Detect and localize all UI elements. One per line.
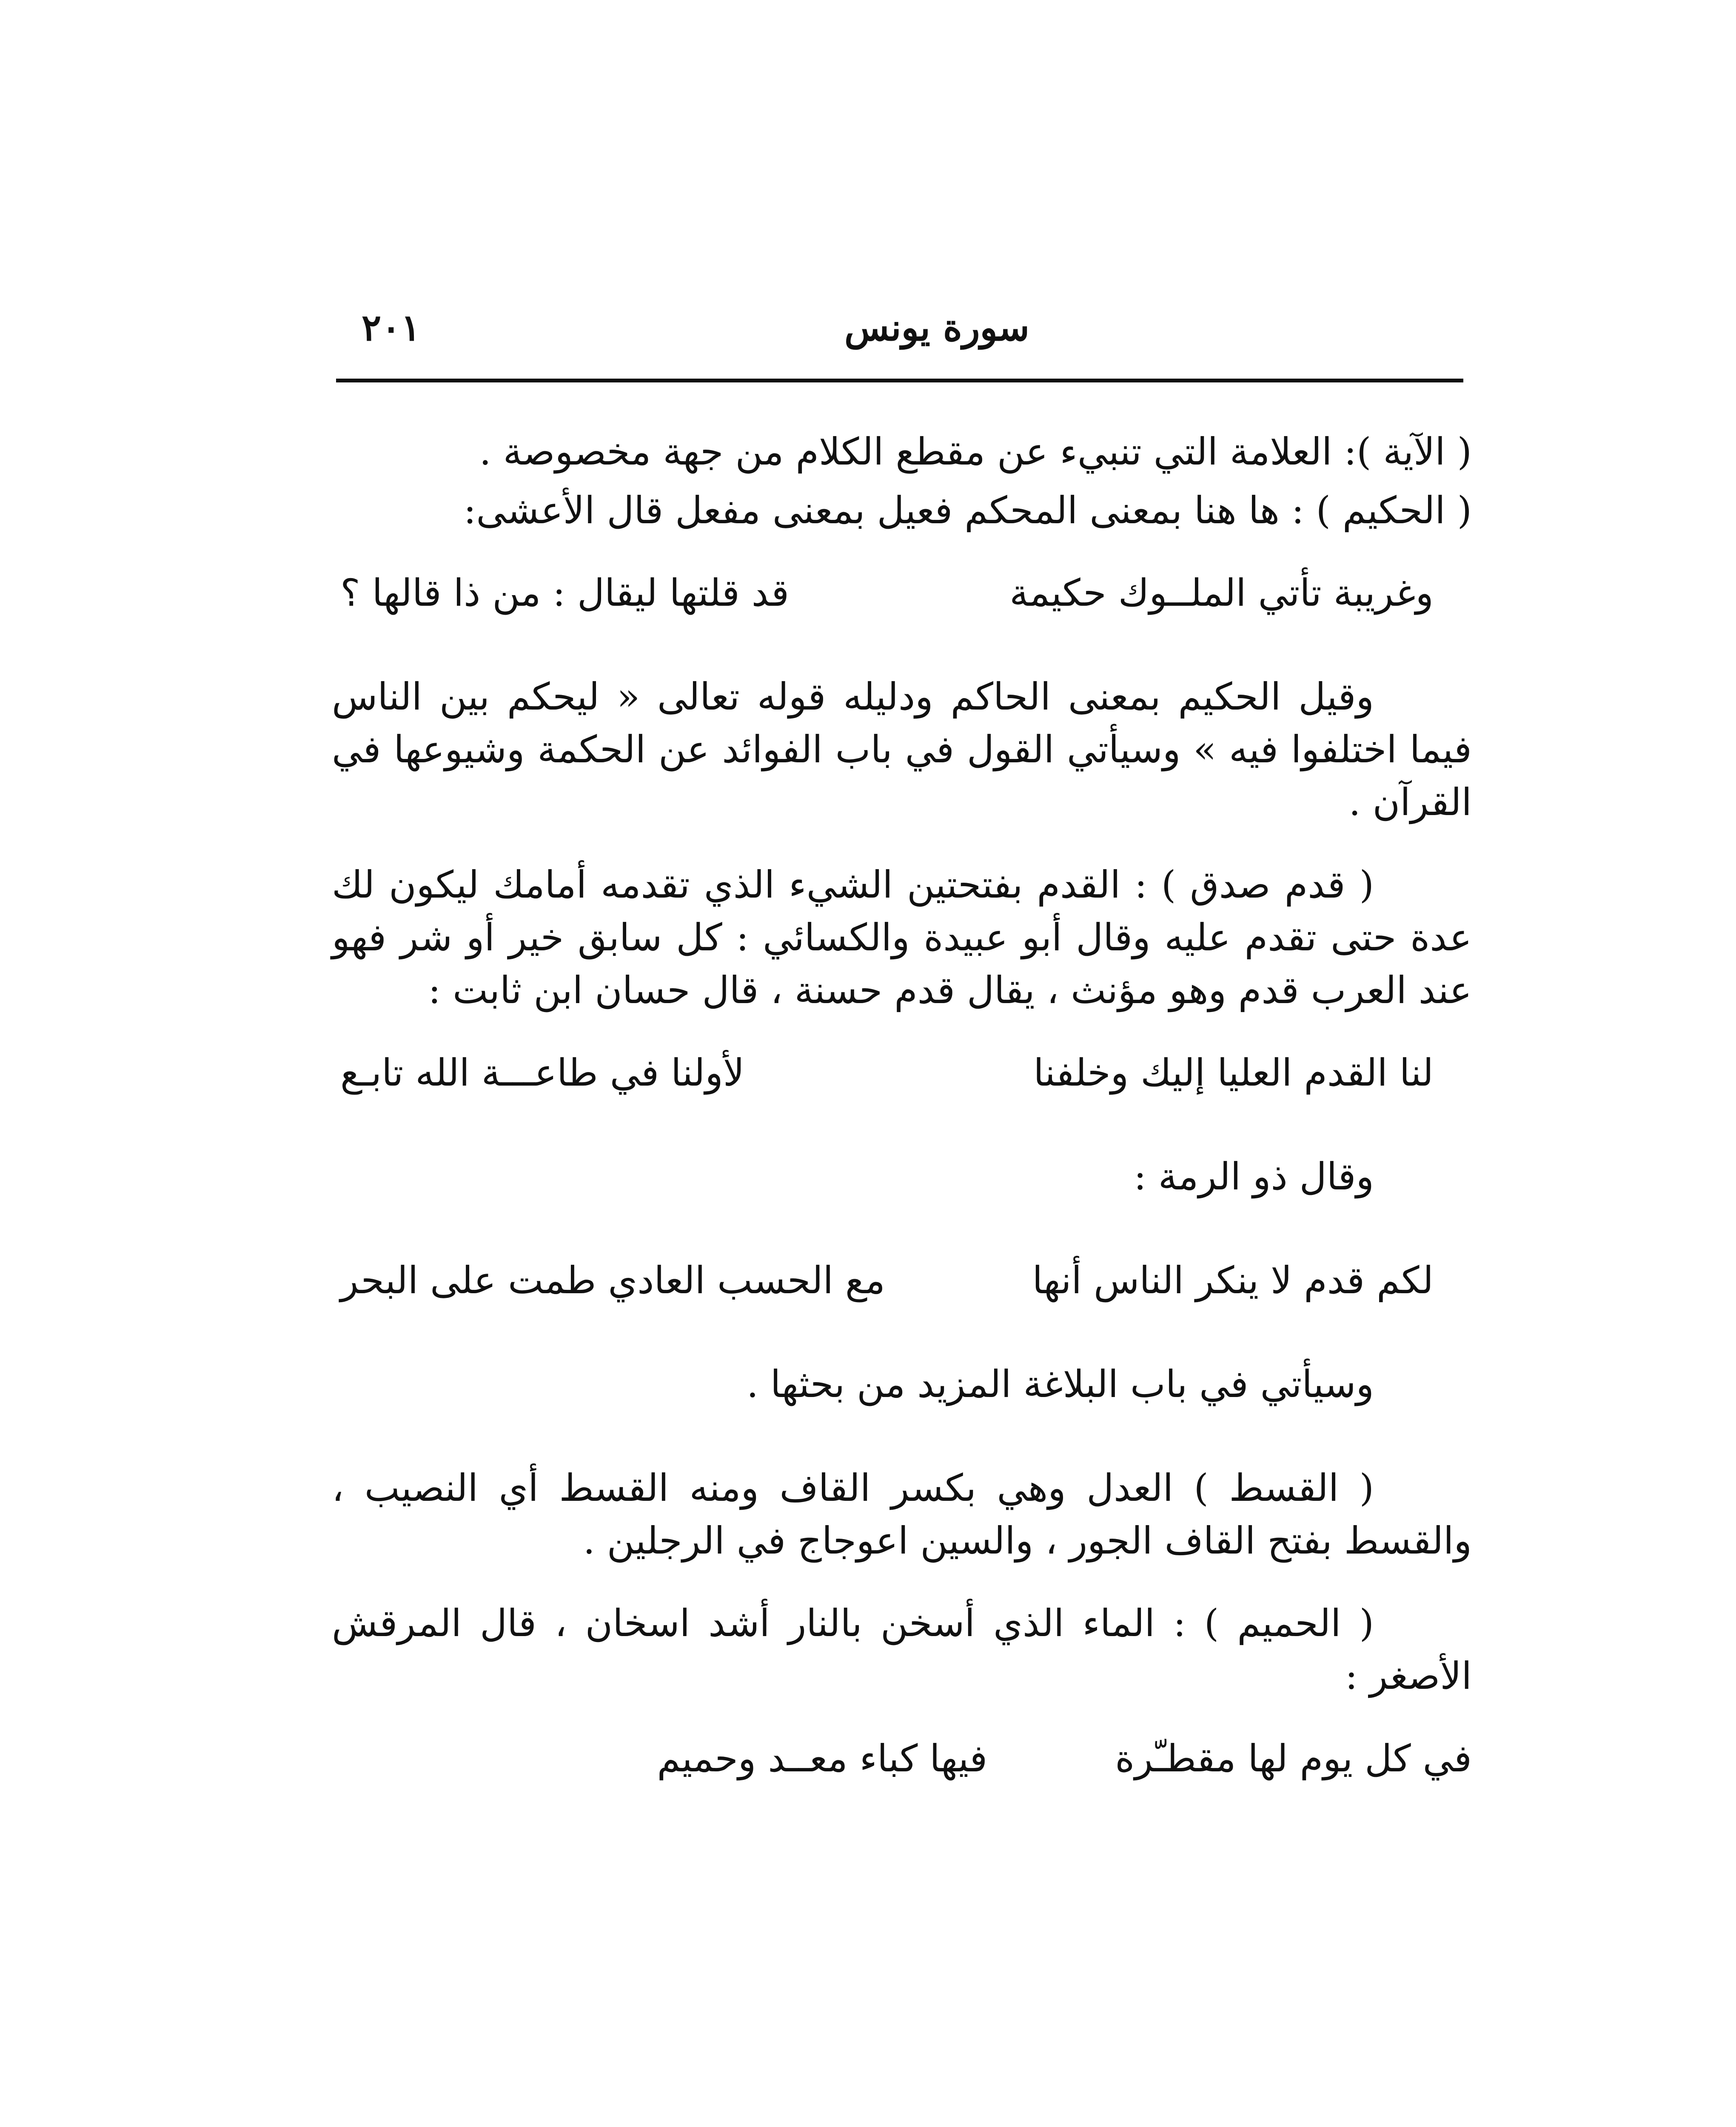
verse-line-3 [332,1254,1472,1307]
verse-4-second-hemistich: فيها كباء معــد وحميم [657,1736,988,1780]
verse-2-first-hemistich: لنا القدم العليا إليك وخلفنا [1033,1051,1434,1095]
verse-2-second-hemistich: لأولنا في طاعـــة الله تابـع [340,1051,745,1095]
paragraph-qadam: ( قدم صدق ) : القدم بفتحتين الشيء الذي تقدمه أمامك ليكون لك عدة حتى تقدم عليه وقال أبو عبيدة والكسائي : كل سابق خير أو شر فهو عند العرب قدم وهو مؤنث ، يقال قدم حسنة ، قال حسان ابن ثابت : [332,863,1472,1012]
intro-dhu-rumma [332,1150,1472,1203]
verse-3-second-hemistich: مع الحسب العادي طمت على البحر [340,1258,885,1302]
paragraph-hamim: ( الحميم ) : الماء الذي أسخن بالنار أشد اسخان ، قال المرقش الأصغر : [332,1601,1472,1698]
paragraph-hakim-meaning: وقيل الحكيم بمعنى الحاكم ودليله قوله تعالى « ليحكم بين الناس فيما اختلفوا فيه » وسيأتي القول في باب الفوائد عن الحكمة وشيوعها في القرآن . [332,675,1472,824]
definition-hakim: ( الحكيم ) : ها هنا بمعنى المحكم فعيل بمعنى مفعل قال الأعشى: [463,488,1472,532]
verse-line-1 [332,567,1472,619]
verse-line-2 [332,1046,1472,1099]
page-number: ٢٠١ [362,306,421,349]
paragraph-qist: ( القسط ) العدل وهي بكسر القاف ومنه القسط أي النصيب ، والقسط بفتح القاف الجور ، والسين اعوجاج في الرجلين . [332,1466,1472,1562]
verse-1-first-hemistich: وغريبة تأتي الملــوك حكيمة [1009,571,1434,615]
intro-dhu-rumma-text: وقال ذو الرمة : [1134,1155,1374,1198]
note-balagha-text: وسيأتي في باب البلاغة المزيد من بحثها . [746,1362,1374,1406]
definition-aya: ( الآية ): العلامة التي تنبيء عن مقطع الكلام من جهة مخصوصة . [479,430,1472,473]
verse-3-first-hemistich: لكم قدم لا ينكر الناس أنها [1032,1258,1434,1302]
page-title: سورة يونس [844,306,1029,349]
page-header [336,306,1463,370]
note-balagha [332,1358,1472,1411]
verse-1-second-hemistich: قد قلتها ليقال : من ذا قالها ؟ [340,571,790,615]
verse-line-4 [332,1732,1472,1785]
verse-4-first-hemistich: في كل يوم لها مقطـّرة [1115,1736,1472,1780]
page-body [332,425,1472,1836]
header-divider [336,379,1463,382]
